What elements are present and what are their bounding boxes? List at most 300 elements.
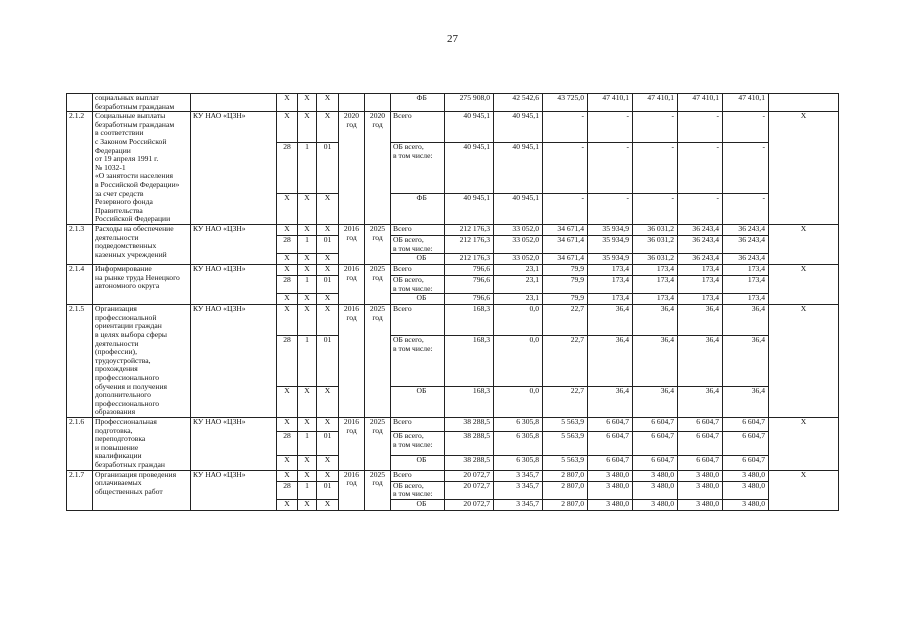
year-line: 2025 <box>369 470 386 479</box>
value-cell: 36,4 <box>678 336 723 387</box>
code-cell: X <box>298 470 317 481</box>
value-cell: 22,7 <box>543 305 588 336</box>
value-cell: 6 604,7 <box>723 456 769 470</box>
table-row-total <box>67 112 839 143</box>
value-cell: 47 410,1 <box>678 94 723 112</box>
description-cell <box>93 265 191 305</box>
value-cell: 40 945,1 <box>494 194 543 225</box>
value-cell: 212 176,3 <box>445 235 494 253</box>
value-cell: 23,1 <box>494 276 543 294</box>
code-cell: 01 <box>317 235 339 253</box>
code-cell: 28 <box>277 336 298 387</box>
source-label-line: ОБ всего, <box>393 431 424 441</box>
executor-cell <box>191 94 277 112</box>
source-label-line: в том числе: <box>393 283 433 293</box>
row-number-cell: 2.1.6 <box>67 418 93 471</box>
description-line: профессиональной <box>95 312 157 322</box>
description-line: казенных учреждений <box>95 249 167 259</box>
source-label-line: в том числе: <box>393 150 433 160</box>
description-line: в соответствии <box>95 128 144 138</box>
value-cell: 796,6 <box>445 276 494 294</box>
value-cell: 168,3 <box>445 387 494 418</box>
source-cell: ОБ <box>415 499 445 510</box>
code-cell: X <box>317 265 339 276</box>
value-cell: 47 410,1 <box>588 94 633 112</box>
description-line: от 19 апреля 1991 г. <box>95 154 159 164</box>
code-cell: 28 <box>277 143 298 194</box>
code-cell: X <box>277 224 298 235</box>
value-cell: 2 807,0 <box>543 481 588 499</box>
table-row-continuation <box>67 94 839 112</box>
mark-cell: X <box>769 305 839 418</box>
description-line: Российской Федерации <box>95 214 171 224</box>
value-cell: - <box>588 143 633 194</box>
executor-cell <box>191 305 277 418</box>
source-cell: ФБ <box>415 94 445 112</box>
source-cell: ОБ <box>415 456 445 470</box>
code-cell: 1 <box>298 336 317 387</box>
year-line: 2016 <box>343 304 360 314</box>
code-cell: 28 <box>277 432 298 456</box>
code-cell: X <box>298 456 317 470</box>
year-end-cell <box>365 305 391 418</box>
executor-cell <box>191 265 277 305</box>
description-line: и повышение <box>95 442 139 452</box>
year-line: 2016 <box>343 264 360 274</box>
code-cell: X <box>317 254 339 265</box>
description-cell <box>93 224 191 264</box>
code-cell: X <box>317 456 339 470</box>
code-cell: X <box>298 294 317 305</box>
year-line: год <box>372 119 383 129</box>
source-label-cell <box>391 336 445 387</box>
code-cell: 1 <box>298 235 317 253</box>
code-cell: 01 <box>317 336 339 387</box>
year-end-cell <box>365 418 391 471</box>
value-cell: 36 031,2 <box>633 254 678 265</box>
year-line: 2016 <box>343 470 360 479</box>
code-cell: X <box>317 294 339 305</box>
source-label-cell: Всего <box>391 470 445 481</box>
code-cell: X <box>277 418 298 432</box>
value-cell: 173,4 <box>633 276 678 294</box>
value-cell: 79,9 <box>543 276 588 294</box>
value-cell: 6 604,7 <box>723 418 769 432</box>
value-cell: 6 604,7 <box>633 432 678 456</box>
value-cell: 36,4 <box>723 387 769 418</box>
source-spacer-cell <box>391 194 415 225</box>
value-cell: 173,4 <box>723 265 769 276</box>
year-line: 2016 <box>343 224 360 233</box>
executor-cell <box>191 112 277 225</box>
value-cell: - <box>633 112 678 143</box>
source-label-line: ОБ всего, <box>393 275 424 285</box>
source-label-line: ОБ всего, <box>393 335 424 345</box>
year-line: год <box>346 272 357 282</box>
code-cell: 1 <box>298 143 317 194</box>
value-cell: 173,4 <box>588 276 633 294</box>
executor-cell <box>191 224 277 264</box>
page-number: 27 <box>447 33 458 45</box>
value-cell: 6 604,7 <box>723 432 769 456</box>
value-cell: 3 480,0 <box>723 499 769 510</box>
source-label-line: в том числе: <box>393 243 433 253</box>
description-line: ориентации граждан <box>95 321 162 331</box>
code-cell: X <box>298 387 317 418</box>
description-line: подготовка, <box>95 425 133 435</box>
mark-cell: X <box>769 470 839 510</box>
code-cell: X <box>317 470 339 481</box>
code-cell: 28 <box>277 276 298 294</box>
value-cell: 275 908,0 <box>445 94 494 112</box>
year-line: год <box>346 312 357 322</box>
value-cell: 6 305,8 <box>494 456 543 470</box>
description-line: на рынке труда Ненецкого <box>95 272 180 282</box>
year-end-cell <box>365 224 391 264</box>
value-cell: 22,7 <box>543 336 588 387</box>
description-line: № 1032-1 <box>95 162 126 172</box>
year-line: год <box>372 478 383 488</box>
description-line: дополнительного <box>95 390 151 400</box>
value-cell: 3 480,0 <box>588 481 633 499</box>
description-line: «О занятости населения <box>95 171 174 181</box>
source-cell: ОБ <box>415 387 445 418</box>
value-cell: - <box>543 143 588 194</box>
value-cell: 3 480,0 <box>588 499 633 510</box>
source-spacer-cell <box>391 294 415 305</box>
value-cell: 2 807,0 <box>543 499 588 510</box>
description-line: безработным гражданам <box>95 101 175 111</box>
value-cell: 47 410,1 <box>633 94 678 112</box>
description-line: обучения и получения <box>95 381 167 391</box>
code-cell: X <box>298 418 317 432</box>
value-cell: - <box>723 194 769 225</box>
value-cell: 3 480,0 <box>723 481 769 499</box>
code-cell: X <box>277 194 298 225</box>
year-line: 2025 <box>369 304 386 314</box>
code-cell: 01 <box>317 481 339 499</box>
year-end-cell <box>365 94 391 112</box>
source-label-cell <box>391 235 445 253</box>
executor-line: КУ НАО «ЦЗН» <box>193 224 246 233</box>
description-line: Профессиональная <box>95 417 157 426</box>
value-cell: 36,4 <box>588 336 633 387</box>
value-cell: 168,3 <box>445 305 494 336</box>
mark-cell: X <box>769 224 839 264</box>
source-label-line: ОБ всего, <box>393 235 424 244</box>
value-cell: 173,4 <box>633 265 678 276</box>
code-cell: X <box>298 265 317 276</box>
value-cell: 3 345,7 <box>494 499 543 510</box>
value-cell: 23,1 <box>494 265 543 276</box>
description-line: подведомственных <box>95 241 157 251</box>
value-cell: 36,4 <box>633 336 678 387</box>
year-line: 2020 <box>369 111 386 121</box>
value-cell: 33 052,0 <box>494 235 543 253</box>
year-end-cell <box>365 265 391 305</box>
source-label-cell: Всего <box>391 305 445 336</box>
source-label-cell <box>391 481 445 499</box>
code-cell: X <box>277 94 298 112</box>
budget-table <box>66 93 839 511</box>
description-line: Резервного фонда <box>95 197 153 207</box>
description-line: Расходы на обеспечение <box>95 224 174 233</box>
mark-cell: X <box>769 112 839 225</box>
year-line: год <box>346 232 357 242</box>
value-cell: 212 176,3 <box>445 224 494 235</box>
description-cell <box>93 94 191 112</box>
code-cell: 1 <box>298 481 317 499</box>
year-start-cell <box>339 305 365 418</box>
source-spacer-cell <box>391 254 415 265</box>
value-cell: 173,4 <box>723 294 769 305</box>
code-cell: X <box>277 254 298 265</box>
source-label-cell: Всего <box>391 224 445 235</box>
value-cell: 3 480,0 <box>678 470 723 481</box>
year-line: год <box>372 232 383 242</box>
year-line: 2025 <box>369 224 386 233</box>
year-line: 2025 <box>369 264 386 274</box>
code-cell: X <box>317 499 339 510</box>
value-cell: 40 945,1 <box>494 143 543 194</box>
code-cell: X <box>277 305 298 336</box>
value-cell: 36 243,4 <box>678 254 723 265</box>
value-cell: 0,0 <box>494 305 543 336</box>
description-line: автономного округа <box>95 281 160 291</box>
code-cell: X <box>277 470 298 481</box>
table-row-total <box>67 418 839 432</box>
description-line: социальных выплат <box>95 93 159 102</box>
value-cell: 36 031,2 <box>633 224 678 235</box>
description-line: профессионального <box>95 398 160 408</box>
row-number-cell: 2.1.7 <box>67 470 93 510</box>
mark-cell: X <box>769 418 839 471</box>
code-cell: X <box>317 94 339 112</box>
source-label-cell <box>391 143 445 194</box>
value-cell: 38 288,5 <box>445 456 494 470</box>
value-cell: 47 410,1 <box>723 94 769 112</box>
value-cell: 3 345,7 <box>494 470 543 481</box>
source-label-cell <box>391 276 445 294</box>
value-cell: - <box>633 194 678 225</box>
source-cell: ФБ <box>415 194 445 225</box>
value-cell: 38 288,5 <box>445 418 494 432</box>
value-cell: - <box>543 194 588 225</box>
code-cell: X <box>277 294 298 305</box>
value-cell: 6 604,7 <box>588 432 633 456</box>
value-cell: - <box>678 143 723 194</box>
value-cell: 173,4 <box>633 294 678 305</box>
description-line: Федерации <box>95 145 131 155</box>
executor-line: КУ НАО «ЦЗН» <box>193 264 246 274</box>
code-cell: X <box>317 224 339 235</box>
year-line: 2025 <box>369 417 386 426</box>
table-row-total <box>67 265 839 276</box>
code-cell: 1 <box>298 276 317 294</box>
code-cell: 28 <box>277 481 298 499</box>
value-cell: 36,4 <box>588 387 633 418</box>
value-cell: 173,4 <box>678 265 723 276</box>
value-cell: 42 542,6 <box>494 94 543 112</box>
value-cell: 5 563,9 <box>543 456 588 470</box>
value-cell: 6 305,8 <box>494 432 543 456</box>
value-cell: 34 671,4 <box>543 254 588 265</box>
source-label-line: в том числе: <box>393 489 433 499</box>
value-cell: - <box>723 112 769 143</box>
code-cell: X <box>277 265 298 276</box>
description-line: образования <box>95 407 136 417</box>
year-start-cell <box>339 470 365 510</box>
value-cell: 36 031,2 <box>633 235 678 253</box>
description-line: с Законом Российской <box>95 136 167 146</box>
description-line: общественных работ <box>95 486 163 496</box>
value-cell: 36,4 <box>678 387 723 418</box>
value-cell: 2 807,0 <box>543 470 588 481</box>
code-cell: X <box>317 418 339 432</box>
code-cell: 1 <box>298 432 317 456</box>
description-line: прохождения <box>95 364 138 374</box>
source-cell: ОБ <box>415 294 445 305</box>
row-number-cell: 2.1.4 <box>67 265 93 305</box>
description-line: за счет средств <box>95 188 144 198</box>
code-cell: X <box>317 194 339 225</box>
executor-line: КУ НАО «ЦЗН» <box>193 470 246 479</box>
value-cell: 6 604,7 <box>678 418 723 432</box>
description-line: в Российской Федерации» <box>95 179 180 189</box>
value-cell: - <box>543 112 588 143</box>
value-cell: 20 072,7 <box>445 481 494 499</box>
mark-cell: X <box>769 265 839 305</box>
value-cell: 6 604,7 <box>678 456 723 470</box>
value-cell: 3 480,0 <box>588 470 633 481</box>
value-cell: 36,4 <box>588 305 633 336</box>
value-cell: 33 052,0 <box>494 224 543 235</box>
value-cell: 168,3 <box>445 336 494 387</box>
year-line: 2020 <box>343 111 360 121</box>
code-cell: X <box>277 387 298 418</box>
value-cell: - <box>633 143 678 194</box>
code-cell: X <box>298 254 317 265</box>
value-cell: 5 563,9 <box>543 432 588 456</box>
code-cell: X <box>298 194 317 225</box>
source-label-cell: Всего <box>391 265 445 276</box>
value-cell: 79,9 <box>543 294 588 305</box>
value-cell: 36 243,4 <box>678 224 723 235</box>
value-cell: - <box>723 143 769 194</box>
value-cell: 36,4 <box>723 305 769 336</box>
value-cell: 36,4 <box>633 305 678 336</box>
value-cell: 3 480,0 <box>678 499 723 510</box>
value-cell: 36 243,4 <box>723 224 769 235</box>
value-cell: 36 243,4 <box>723 254 769 265</box>
source-spacer-cell <box>391 94 415 112</box>
value-cell: - <box>588 194 633 225</box>
value-cell: 36 243,4 <box>678 235 723 253</box>
value-cell: 36 243,4 <box>723 235 769 253</box>
description-line: оплачиваемых <box>95 478 142 488</box>
value-cell: 6 604,7 <box>633 456 678 470</box>
value-cell: 40 945,1 <box>445 194 494 225</box>
value-cell: 173,4 <box>588 294 633 305</box>
budget-table-container <box>66 93 839 511</box>
value-cell: 20 072,7 <box>445 499 494 510</box>
value-cell: 173,4 <box>678 294 723 305</box>
year-start-cell <box>339 112 365 225</box>
value-cell: - <box>588 112 633 143</box>
value-cell: 34 671,4 <box>543 235 588 253</box>
year-line: год <box>346 119 357 129</box>
value-cell: 40 945,1 <box>445 112 494 143</box>
source-label-cell: Всего <box>391 418 445 432</box>
source-label-line: ОБ всего, <box>393 481 424 490</box>
value-cell: 40 945,1 <box>445 143 494 194</box>
year-line: год <box>346 425 357 435</box>
executor-cell <box>191 470 277 510</box>
value-cell: 36,4 <box>633 387 678 418</box>
code-cell: X <box>317 305 339 336</box>
executor-line: КУ НАО «ЦЗН» <box>193 417 246 426</box>
year-start-cell <box>339 224 365 264</box>
value-cell: 79,9 <box>543 265 588 276</box>
description-cell <box>93 470 191 510</box>
value-cell: 3 345,7 <box>494 481 543 499</box>
value-cell: 0,0 <box>494 336 543 387</box>
source-label-line: ОБ всего, <box>393 142 424 152</box>
source-spacer-cell <box>391 499 415 510</box>
value-cell: 40 945,1 <box>494 112 543 143</box>
value-cell: 36,4 <box>723 336 769 387</box>
value-cell: 23,1 <box>494 294 543 305</box>
table-row-total <box>67 305 839 336</box>
value-cell: 3 480,0 <box>633 499 678 510</box>
row-number-cell: 2.1.2 <box>67 112 93 225</box>
code-cell: 28 <box>277 235 298 253</box>
value-cell: 3 480,0 <box>678 481 723 499</box>
year-start-cell <box>339 265 365 305</box>
value-cell: 6 604,7 <box>633 418 678 432</box>
description-line: трудоустройства, <box>95 355 151 365</box>
row-number-cell: 2.1.3 <box>67 224 93 264</box>
row-number-cell: 2.1.5 <box>67 305 93 418</box>
value-cell: 35 934,9 <box>588 254 633 265</box>
description-line: переподготовка <box>95 434 146 444</box>
value-cell: 6 604,7 <box>588 418 633 432</box>
year-line: год <box>372 425 383 435</box>
value-cell: 3 480,0 <box>723 470 769 481</box>
source-cell: ОБ <box>415 254 445 265</box>
value-cell: 3 480,0 <box>633 481 678 499</box>
source-label-cell <box>391 432 445 456</box>
description-line: Правительства <box>95 205 143 215</box>
description-line: (профессии), <box>95 347 137 357</box>
description-line: профессионального <box>95 373 160 383</box>
value-cell: 6 604,7 <box>678 432 723 456</box>
value-cell: 173,4 <box>678 276 723 294</box>
row-number-cell <box>67 94 93 112</box>
description-cell <box>93 112 191 225</box>
code-cell: X <box>277 112 298 143</box>
value-cell: 33 052,0 <box>494 254 543 265</box>
code-cell: X <box>298 499 317 510</box>
description-line: Организация проведения <box>95 470 177 479</box>
mark-cell <box>769 94 839 112</box>
source-spacer-cell <box>391 387 415 418</box>
value-cell: 35 934,9 <box>588 235 633 253</box>
value-cell: 3 480,0 <box>633 470 678 481</box>
value-cell: 0,0 <box>494 387 543 418</box>
code-cell: 01 <box>317 143 339 194</box>
value-cell: 43 725,0 <box>543 94 588 112</box>
